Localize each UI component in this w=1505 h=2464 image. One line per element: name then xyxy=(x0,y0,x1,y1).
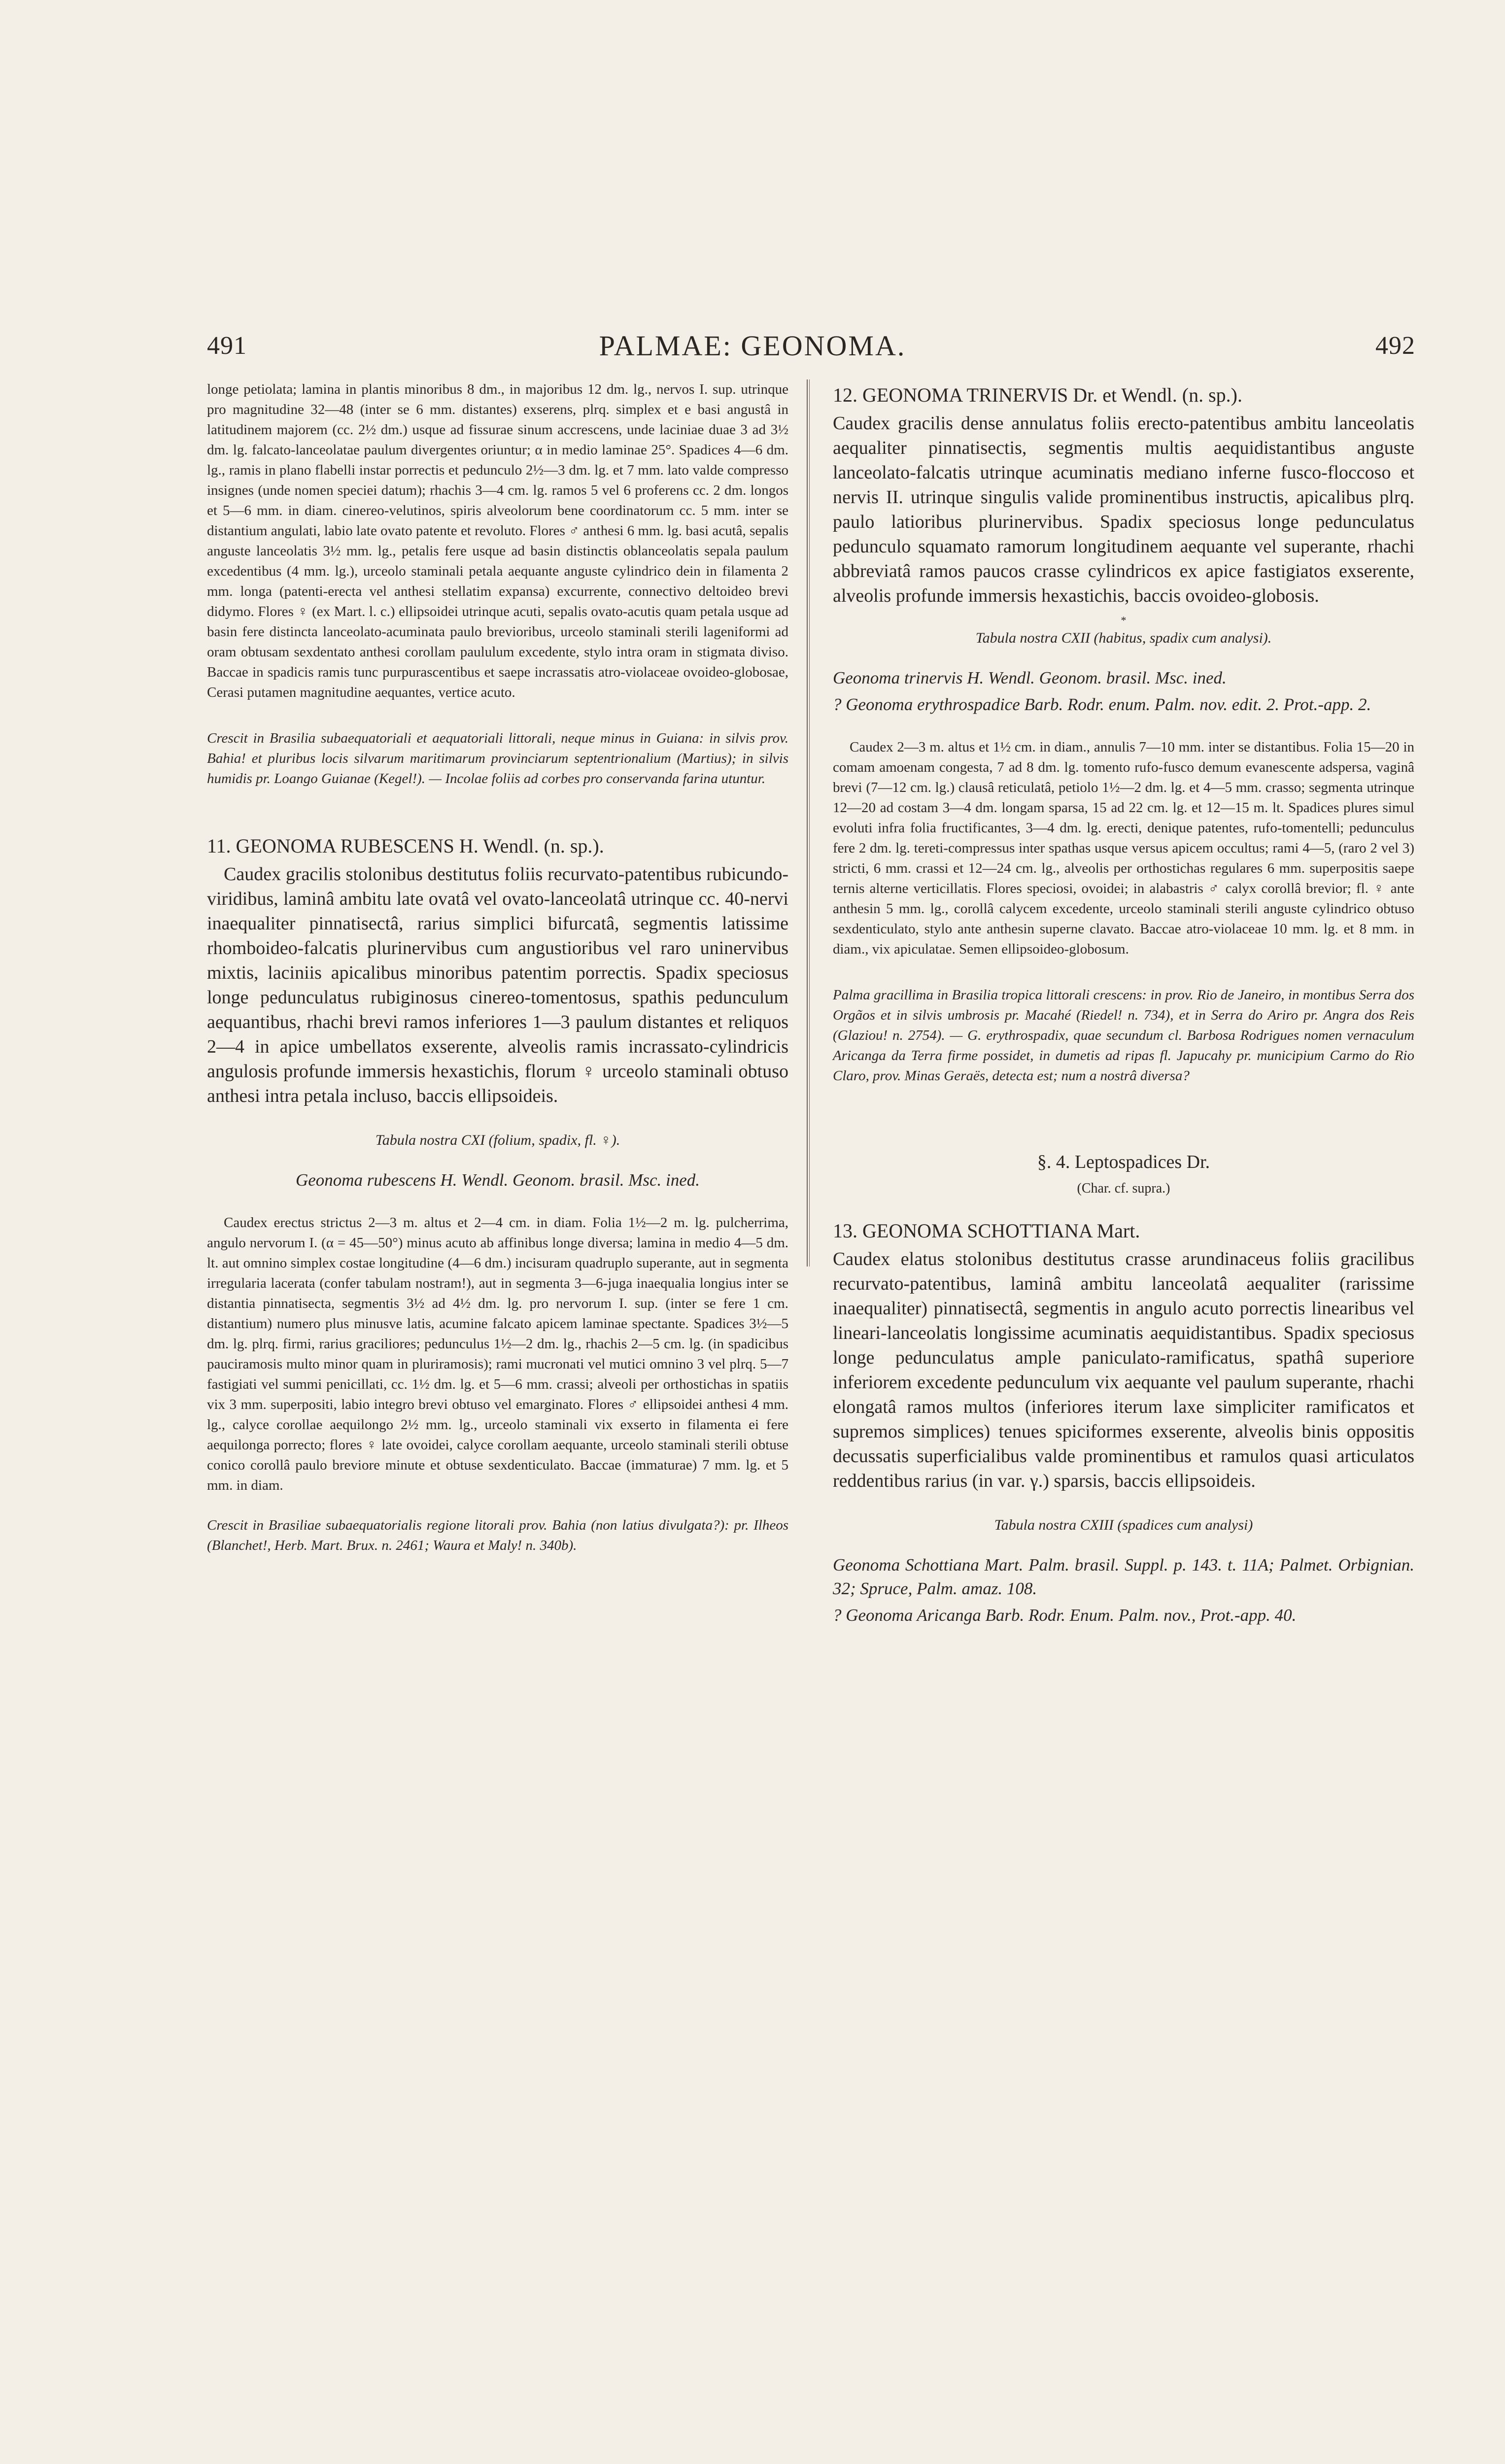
species-diagnosis-13: Caudex elatus stolonibus destitutus crasse arundinaceus foliis gracilibus recurvato-patentibus, laminâ ambitu lanceolatâ aequaliter (rarissime inaequaliter) pinnatisectâ, segmentis in angulo acuto porrectis linearibus vel lineari-lanceolatis longissime acuminatis aequidistantibus. Spadix speciosus longe pedunculatus ample paniculato-ramificatus, spathâ superiore inferiorem excedente pedunculum vix aequante vel paulum superante, rhachi elongatâ ramos multos (inferiores iterum laxe simpliciter ramificatos et supremos simplices) tenues spiciformes exserente, alveolis binis oppositis decussatis superficialibus valde prominentibus et ramulos quasi articulatos reddentibus rarius (in var. γ.) sparsis, baccis ellipsoideis. xyxy=(833,1249,1414,1491)
locality-note: Crescit in Brasilia subaequatoriali et aequatoriali littorali, neque minus in Guiana: in silvis prov. Bahia! et pluribus locis silvarum maritimarum provinciarum septentrionalium (Martius); in silvis humidis pr. Loango Guianae (Kegel!). — Incolae foliis ad corbes pro conservanda farina utuntur. xyxy=(207,730,788,787)
species-heading-13: 13. GEONOMA SCHOTTIANA Mart. xyxy=(833,1220,1140,1242)
synonym-12a: Geonoma trinervis H. Wendl. Geonom. brasil. Msc. ined. xyxy=(833,668,1227,687)
species-description-11: Caudex erectus strictus 2—3 m. altus et 2—4 cm. in diam. Folia 1½—2 m. lg. pulcherrima, angulo nervorum I. (α = 45—50°) minus acuto ab affinibus longe diversa; lamina in medio 4—5 dm. lt. aut omnino simplex costae longitudine (4—6 dm.) incisuram quadruplo superante, aut in segmenta irregularia lacerata (confer tabulam nostram!), aut in segmenta 3—6-juga inaequalia longius inter se distantia pinnatisecta, segmentis 3½ ad 4½ dm. lg. pro nervorum I. sup. (inter se fere 1 cm. distantium) numero plus minusve latis, acumine falcato apicem laminae spectante. Spadices 3½—5 dm. lg. plrq. firmi, rarius graciliores; pedunculus 1½—2 dm. lg., rhachis 2—5 cm. lg. (in spadicibus pauciramosis multo minor quam in pluriramosis); rami mucronati vel mutici omnino 3 vel plrq. 5—7 fastigiati vel summi penicillati, cc. 1½ dm. lg. et 5—6 mm. crassi; alveoli per orthostichas in spatiis vix 3 mm. superpositi, labio integro brevi obtuso vel emarginato. Flores ♂ ellipsoidei anthesi 4 mm. lg., calyce corollae aequilongo 2½ mm. lg., urceolo staminali vix exserto in filamenta ei fere aequilonga porrecto; flores ♀ late ovoidei, calyce corollam aequante, urceolo staminali sterili obtuse conico corollâ paulo breviore minute et obtuse sexdenticulato. Baccae (immaturae) 7 mm. lg. et 5 mm. in diam. xyxy=(207,1215,788,1493)
plate-reference-11: Tabula nostra CXI (folium, spadix, fl. ♀). xyxy=(375,1132,620,1148)
species-heading-11: 11. GEONOMA RUBESCENS H. Wendl. (n. sp.). xyxy=(207,835,604,857)
left-column xyxy=(207,379,788,1556)
column-divider xyxy=(807,379,810,1266)
plate-reference-13: Tabula nostra CXIII (spadices cum analysi) xyxy=(994,1517,1253,1533)
synonym-13b: ? Geonoma Aricanga Barb. Rodr. Enum. Palm. nov., Prot.-app. 40. xyxy=(833,1606,1297,1625)
running-head: PALMAE: GEONOMA. xyxy=(599,330,906,362)
locality-note-12: Palma gracillima in Brasilia tropica littorali crescens: in prov. Rio de Janeiro, in montibus Serra dos Orgãos et in silvis umbrosis pr. Macahé (Riedel! n. 734), et in Serra do Ariro pr. Angra dos Reis (Glaziou! n. 2754). — G. erythrospadix, quae secundum cl. Barbosa Rodrigues nomen vernaculum Aricanga da Terra firme possidet, in dumetis ad ripas fl. Japucahy pr. municipium Carmo do Rio Claro, prov. Minas Geraës, detecta est; num a nostrâ diversa? xyxy=(833,987,1414,1084)
species-heading-12: 12. GEONOMA TRINERVIS Dr. et Wendl. (n. sp.). xyxy=(833,384,1242,406)
species-diagnosis-11: Caudex gracilis stolonibus destitutus foliis recurvato-patentibus rubicundo-viridibus, laminâ ambitu late ovatâ vel ovato-lanceolatâ utrinque cc. 40-nervi inaequaliter pinnatisectâ, rarius simplici bifurcatâ, segmentis latissime rhomboideo-falcatis plurinervibus cum angustioribus vel raro uninervibus mixtis, laciniis apicalibus minoribus patentim porrectis. Spadix speciosus longe pedunculatus rubiginosus cinereo-tomentosus, spathis pedunculum aequantibus, rhachi brevi ramos inferiores 1—3 paulum distantes et reliquos 2—4 in apice umbellatos exserente, alveolis ramis incrassato-cylindricis angulosis profunde immersis hexastichis, florum ♀ urceolo staminali obtuso anthesi intra petala incluso, baccis ellipsoideis. xyxy=(207,864,788,1106)
synonym-11: Geonoma rubescens H. Wendl. Geonom. brasil. Msc. ined. xyxy=(295,1170,700,1190)
plate-reference-12: Tabula nostra CXII (habitus, spadix cum analysi). xyxy=(975,630,1272,646)
locality-note-11: Crescit in Brasiliae subaequatorialis regione litorali prov. Bahia (non latius divulgata?): pr. Ilheos (Blanchet!, Herb. Mart. Brux. n. 2461; Waura et Maly! n. 340b). xyxy=(207,1517,788,1553)
description-paragraph: longe petiolata; lamina in plantis minoribus 8 dm., in majoribus 12 dm. lg., nervos I. sup. utrinque pro magnitudine 32—48 (inter se 6 mm. distantes) exserens, plrq. simplex et e basi angustâ in latitudinem majorem (cc. 2½ dm.) usque ad fissurae sinum accrescens, unde laciniae duae 3 ad 3½ dm. lg. falcato-lanceolatae paulum divergentes oriuntur; α in medio laminae 25°. Spadices 4—6 dm. lg., ramis in plano flabelli instar porrectis et pedunculo 2½—3 dm. lg. et 7 mm. lato valde compresso insignes (unde nomen speciei datum); rhachis 3—4 cm. lg. ramos 5 vel 6 proferens cc. 2 dm. longos et 5—6 mm. in diam. cinereo-velutinos, spiris alveolorum bene coordinatorum cc. 5 mm. inter se distantium angulati, labio late ovato patente et revoluto. Flores ♂ anthesi 6 mm. lg. basi acutâ, sepalis anguste lanceolatis 3½ mm. lg., petalis fere usque ad basin distinctis oblanceolatis sepala paulum excedentibus (4 mm. lg.), urceolo staminali petala aequante anguste cylindrico dein in filamenta 2 mm. longa (patenti-erecta vel anthesi stellatim expansa) excurrente, connectivo deltoideo brevi didymo. Flores ♀ (ex Mart. l. c.) ellipsoidei utrinque acuti, sepalis ovato-acutis quam petala usque ad basin fere distincta lanceolato-acuminata paulo brevioribus, urceolo staminali sterili lageniformi ad oram obtusam sexdentato anthesi corollam paululum excedente, stylo intra oram in stigmata diviso. Baccae in spadicis ramis tunc purpurascentibus et saepe incrassatis atro-violaceae ovoideo-globosae, Cerasi putamen magnitudine aequantes, vertice acuto. xyxy=(207,381,788,700)
species-description-12: Caudex 2—3 m. altus et 1½ cm. in diam., annulis 7—10 mm. inter se distantibus. Folia 15—20 in comam amoenam congesta, 7 ad 8 dm. lg. tomento rufo-fusco demum evanescente adspersa, vaginâ brevi (7—12 cm. lg.) clausâ reticulatâ, petiolo 1½—2 dm. lg. et 4—5 mm. crasso; segmenta utrinque 12—20 ad costam 3—4 dm. longam sparsa, 15 ad 22 cm. lg. et 12—15 m. lt. Spadices plures simul evoluti infra folia fructificantes, 3—4 dm. lg. erecti, denique patentes, rufo-tomentelli; pedunculus fere 2 dm. lg. tereti-compressus inter spathas usque versus apicem occultus; rami 4—5, (raro 2 vel 3) stricti, 6 mm. crassi et 12—24 cm. lg., alveolis per orthostichas regulares 6 mm. superpositis saepe ternis alterne verticillatis. Flores speciosi, ovoidei; in alabastris ♂ calyx corollâ brevior; fl. ♀ ante anthesin 5 mm. lg., corollâ calycem excedente, urceolo staminali sterili anguste cylindrico obtuso sexdenticulato, stylo ante anthesin superne clavato. Baccae atro-violaceae 10 mm. lg. et 8 mm. in diam., vix apiculatae. Semen ellipsoideo-globosum. xyxy=(833,739,1414,957)
right-column xyxy=(833,379,1414,1627)
page-number-right: 492 xyxy=(1375,332,1415,360)
synonym-13a: Geonoma Schottiana Mart. Palm. brasil. Suppl. p. 143. t. 11A; Palmet. Orbignian. 32; Spruce, Palm. amaz. 108. xyxy=(833,1555,1414,1598)
ornament-star: * xyxy=(1121,614,1127,626)
section-character-note: (Char. cf. supra.) xyxy=(1077,1181,1170,1196)
synonym-12b: ? Geonoma erythrospadice Barb. Rodr. enum. Palm. nov. edit. 2. Prot.-app. 2. xyxy=(833,695,1371,714)
page-number-left: 491 xyxy=(207,332,247,360)
species-diagnosis-12: Caudex gracilis dense annulatus foliis erecto-patentibus ambitu lanceolatis aequaliter pinnatisectis, segmentis multis aequidistantibus anguste lanceolato-falcatis utrinque acuminatis mediano inferne fusco-floccoso et nervis II. utrinque singulis valide prominentibus instructis, apicalibus plrq. paulo latioribus plurinervibus. Spadix speciosus longe pedunculatus pedunculo squamato ramorum longitudinem aequante vel superante, rhachi abbreviatâ ramos paucos crasse cylindricos ex apice fastigiatos exserente, alveolis profunde immersis hexastichis, baccis ovoideo-globosis. xyxy=(833,413,1414,606)
section-heading: §. 4. Leptospadices Dr. xyxy=(1037,1152,1210,1172)
